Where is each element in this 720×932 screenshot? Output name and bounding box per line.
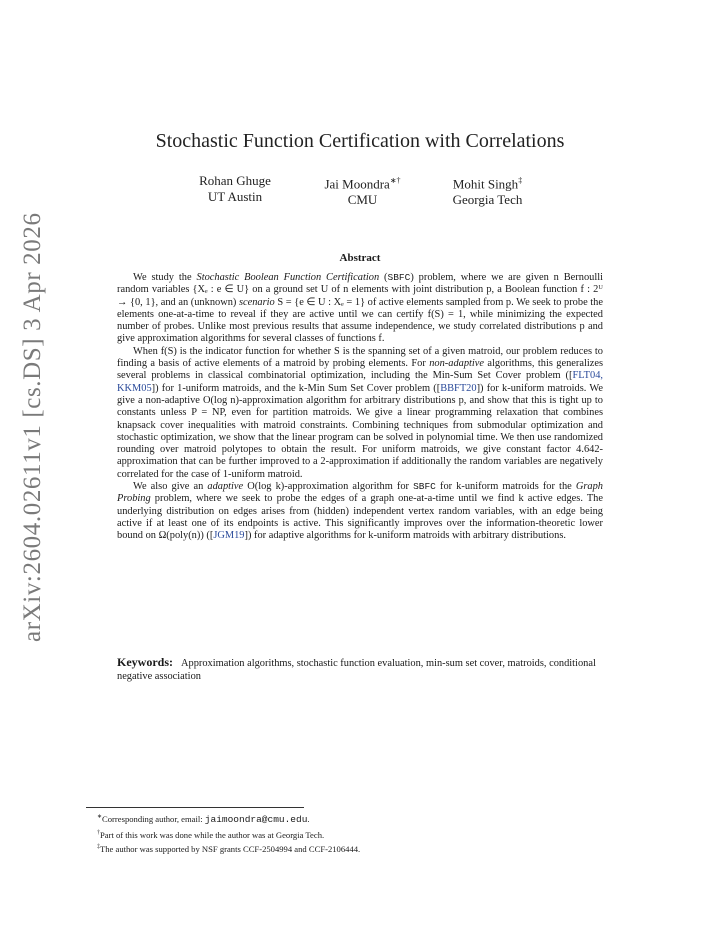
text-run: ]) for adaptive algorithms for k-uniform matroids with arbitrary distributions. — [244, 530, 566, 542]
footnote-mark: † — [97, 829, 100, 836]
text-run: O(log k)-approximation algorithm for — [243, 481, 414, 493]
footnote-text: . — [307, 813, 310, 824]
author-moondra — [305, 173, 420, 208]
author-affiliation: CMU — [347, 192, 378, 208]
emphasis-text: Stochastic Boolean Function Certification — [196, 272, 380, 283]
text-run: S = {e ∈ U : Xₑ = 1} of active elements sampled from p. We seek to probe the elements one-at-a-time to reveal if they are active until we can certify f(S) = 1, while minimizing the expected number of probes. Unlike most previous results that assume independence, we study correlated distributions p and give approximation algorithms for several classes of functions f. — [117, 296, 603, 345]
footnote-mark: ∗ — [97, 814, 103, 820]
emphasis-text: non-adaptive — [429, 358, 485, 370]
footnote-text: The author was supported by NSF grants CCF-2504994 and CCF-2106444. — [100, 844, 361, 855]
footnotes — [97, 811, 617, 856]
emphasis-text: Graph Probing — [117, 481, 603, 505]
abstract-paragraph-3 — [117, 481, 603, 542]
keywords-text: Approximation algorithms, stochastic function evaluation, min-sum set cover, matroids, conditional negative association — [117, 658, 596, 682]
footnote-text: Part of this work was done while the author was at Georgia Tech. — [100, 829, 325, 840]
footnote-1 — [97, 811, 617, 827]
abstract-paragraph-1 — [117, 272, 603, 346]
text-run: ]) for k-uniform matroids. We give a non-adaptive O(log n)-approximation algorithm for arbitrary distributions p, and show that this is tight up to constants unless P = NP, even for partition matroids. We give a linear programming relaxation that combines knapsack cover inequalities with matroid constraints. Combining techniques from submodular optimization and stochastic optimization, we show that the linear program can be solved in polynomial time. We then use randomized rounding over matroid polytopes to obtain the result. For uniform matroids, we give constant factor 4.642-approximation that can be further improved to a 2-approximation if additionally the random variables are negatively correlated for the case of 1-uniform matroid. — [117, 382, 603, 480]
emphasis-text: adaptive — [207, 481, 244, 493]
footnote-mark: ‡ — [97, 844, 100, 851]
keywords-section — [117, 656, 603, 683]
text-run: for k-uniform matroids for the — [435, 481, 576, 493]
text-run: algorithms, this generalizes several problems in classical combinatorial optimization, including the Min-Sum Set Cover problem ([ — [117, 358, 603, 382]
author-affiliation: Georgia Tech — [452, 192, 523, 208]
author-footnote-marks: ‡ — [518, 176, 523, 185]
text-run: ) problem, where we are given n Bernoulli random variables {Xₑ : e ∈ U} on a ground set U of n elements with joint distribution p, a Boolean function f : 2ᵁ → {0, 1}, and an (unknown) — [117, 272, 604, 308]
footnote-3 — [97, 841, 617, 856]
text-run: ]) for 1-uniform matroids, and the k-Min Sum Set Cover problem ([ — [151, 382, 441, 394]
text-run: We also give an — [133, 481, 208, 493]
footnote-divider — [86, 807, 304, 808]
author-ghuge — [180, 173, 290, 205]
keywords-label: Keywords: — [117, 655, 173, 669]
email-link[interactable]: jaimoondra@cmu.edu — [204, 813, 308, 825]
paper-title: Stochastic Function Certification with Correlations — [155, 130, 565, 152]
citation-link[interactable]: JGM19 — [213, 530, 245, 542]
text-run: problem, where we seek to probe the edges of a graph one-at-a-time until we find k active edges. The underlying distribution on edges arises from (hidden) independent vertex random variables, with an edge being active if at least one of its endpoints is active. This significantly improves over the information-theoretic lower bound on Ω(poly(n)) ([ — [117, 493, 603, 542]
footnote-text: Corresponding author, email: — [102, 813, 205, 824]
author-footnote-marks: ∗† — [389, 176, 401, 185]
emphasis-text: scenario — [238, 296, 275, 308]
abstract-heading: Abstract — [339, 252, 381, 264]
arxiv-identifier-stamp: arXiv:2604.02611v1 [cs.DS] 3 Apr 2026 — [19, 212, 46, 642]
abstract-paragraph-2 — [117, 346, 603, 481]
author-affiliation: UT Austin — [207, 189, 263, 204]
sbfc-acronym: SBFC — [413, 481, 436, 493]
sbfc-acronym: SBFC — [387, 272, 411, 283]
text-run: When f(S) is the indicator function for whether S is the spanning set of a given matroid, our problem reduces to finding a basis of active elements of a matroid by probing elements. For — [117, 345, 603, 370]
abstract-body — [117, 272, 603, 543]
text-run: ( — [379, 272, 388, 283]
citation-link[interactable]: BBFT20 — [440, 382, 477, 394]
text-run: We study the — [133, 272, 197, 283]
author-singh — [430, 173, 545, 208]
author-name: Jai Moondra — [324, 176, 390, 192]
footnote-2 — [97, 827, 617, 842]
author-name: Rohan Ghuge — [199, 173, 271, 188]
citation-link[interactable]: FLT04, KKM05 — [117, 370, 603, 394]
author-name: Mohit Singh — [452, 176, 519, 192]
